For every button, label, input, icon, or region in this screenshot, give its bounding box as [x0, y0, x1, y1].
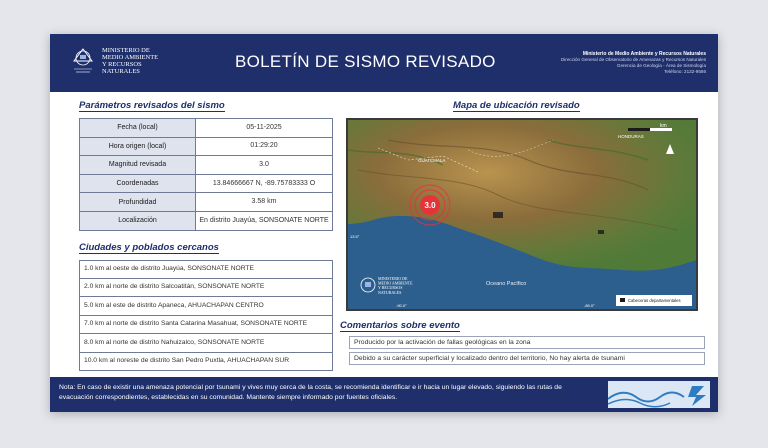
- table-row: [80, 156, 333, 175]
- lon-label-2: -89.0°: [584, 303, 595, 308]
- bulletin-card: [50, 34, 718, 412]
- param-value: 13.84666667 N, -89.75783333 O: [196, 174, 333, 193]
- ocean-label: Oceano Pacífico: [486, 281, 527, 287]
- ministry-name: MINISTERIO DE MEDIO AMBIENTE Y RECURSOS NATURALES: [102, 47, 159, 75]
- footer-banner: [50, 377, 718, 412]
- param-value: 01:29:20: [196, 137, 333, 156]
- list-item: 1.0 km al oeste de distrito Juayúa, SONSONATE NORTE: [79, 260, 333, 279]
- honduras-label: HONDURAS: [618, 134, 644, 139]
- header-line-2: Dirección General de Observatorio de Amenazas y Recursos Naturales: [560, 57, 706, 62]
- param-label: Coordenadas: [80, 174, 196, 193]
- param-label: Hora origen (local): [80, 137, 196, 156]
- tsunami-note: Nota: En caso de existir una amenaza potencial por tsunami y vives muy cerca de la costa, se recomienda identificar e ir hacia un lugar elevado, siguiendo las rutas de evacuación correspondientes, establecidas en su comunidad. Mantente siempre informado por fuentes oficiales.: [59, 384, 562, 401]
- table-row: [80, 211, 333, 230]
- param-value: 3.58 km: [196, 193, 333, 212]
- param-label: Fecha (local): [80, 119, 196, 138]
- table-row: [80, 137, 333, 156]
- guatemala-label: GUATEMALA: [418, 158, 446, 163]
- map-logo-text: MINISTERIO DE MEDIO AMBIENTE Y RECURSOS NATURALES: [378, 276, 413, 295]
- page-title: BOLETÍN DE SISMO REVISADO: [235, 52, 496, 71]
- legend-label: Cabeceras departamentales: [628, 298, 681, 303]
- header-contact-info: [506, 51, 706, 75]
- params-table: [79, 118, 333, 231]
- wave-logo: [608, 381, 710, 408]
- header-line-4: Teléfono: 2132-9586: [664, 69, 706, 74]
- comments-list: [349, 336, 705, 368]
- param-value: 05-11-2025: [196, 119, 333, 138]
- header-line-1: Ministerio de Medio Ambiente y Recursos Naturales: [582, 51, 706, 57]
- comment-item: Debido a su carácter superficial y localizado dentro del territorio, No hay alerta de tsunami: [349, 352, 705, 365]
- bulletin-header: [50, 34, 718, 92]
- list-item: 2.0 km al norte de distrito Salcoatitán, SONSONATE NORTE: [79, 279, 333, 298]
- param-label: Magnitud revisada: [80, 156, 196, 175]
- table-row: [80, 193, 333, 212]
- list-item: 10.0 km al noreste de distrito San Pedro Puxtla, AHUACHAPAN SUR: [79, 353, 333, 372]
- magnitude-label: 3.0: [424, 201, 436, 210]
- param-label: Localización: [80, 211, 196, 230]
- param-value: 3.0: [196, 156, 333, 175]
- coat-of-arms-logo: [72, 47, 94, 77]
- param-label: Profundidad: [80, 193, 196, 212]
- param-value: En distrito Juayúa, SONSONATE NORTE: [196, 211, 333, 230]
- map-section-title: Mapa de ubicación revisado: [453, 100, 580, 111]
- list-item: 5.0 km al este de distrito Apaneca, AHUACHAPAN CENTRO: [79, 297, 333, 316]
- table-row: [80, 119, 333, 138]
- map-image: [348, 120, 696, 309]
- lat-label: 13.5°: [350, 234, 360, 239]
- map-legend: [616, 295, 692, 306]
- location-map: [346, 118, 698, 311]
- scale-label: km: [660, 123, 667, 129]
- comments-section-title: Comentarios sobre evento: [340, 320, 460, 331]
- header-line-3: Gerencia de Geología - Área de Sismología: [616, 63, 706, 68]
- params-section-title: Parámetros revisados del sismo: [79, 100, 225, 111]
- comment-item: Producido por la activación de fallas geológicas en la zona: [349, 336, 705, 349]
- list-item: 7.0 km al norte de distrito Santa Catarina Masahuat, SONSONATE NORTE: [79, 316, 333, 335]
- list-item: 8.0 km al norte de distrito Nahuizalco, SONSONATE NORTE: [79, 334, 333, 353]
- cities-list: [79, 260, 333, 371]
- cities-section-title: Ciudades y poblados cercanos: [79, 242, 219, 253]
- table-row: [80, 174, 333, 193]
- lon-label-1: -90.0°: [396, 303, 407, 308]
